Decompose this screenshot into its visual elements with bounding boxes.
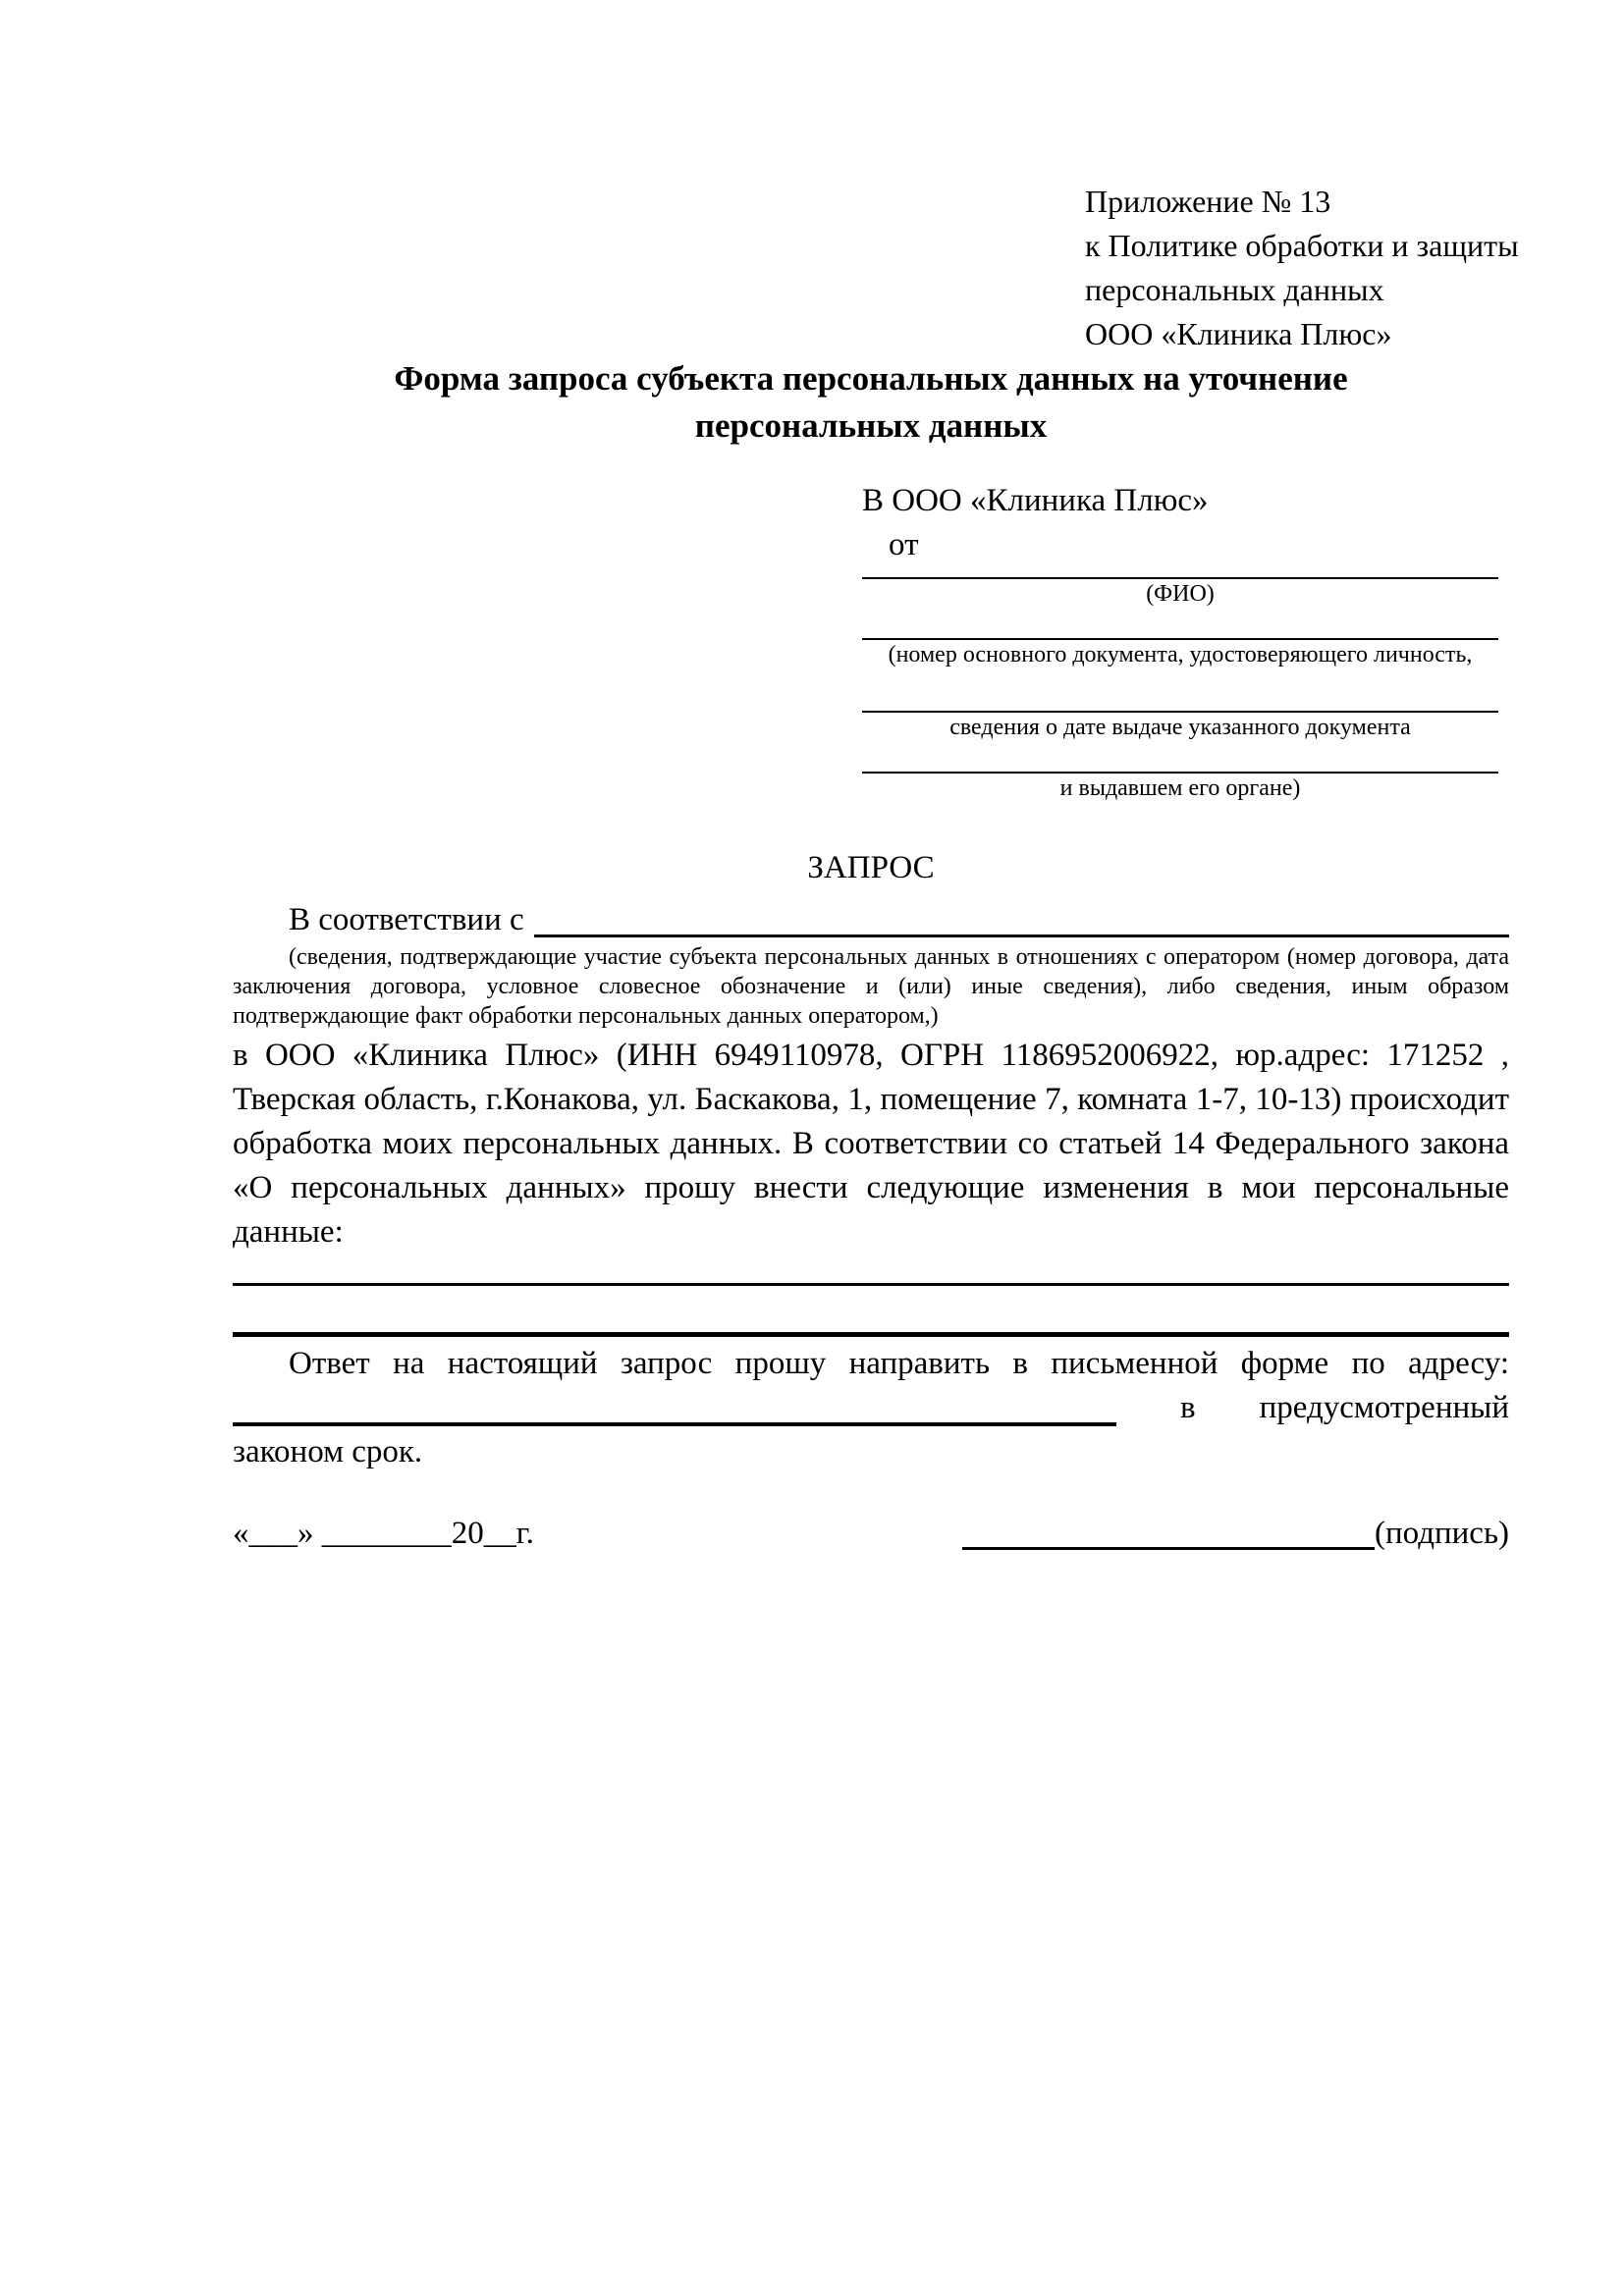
annex-number: Приложение № 13 (1085, 184, 1331, 219)
footnote-text: (сведения, подтверждающие участие субъекта персональных данных в отношениях с оператором (номер договора, дата заключения договора, условное словесное обозначение и (или) иные сведения), либо сведения, иным образом подтверждающие факт обработки персональных данных оператором,) (233, 944, 1509, 1029)
signature-blank-line (962, 1547, 1375, 1550)
document-number-field (862, 638, 1498, 669)
section-heading: ЗАПРОС (807, 850, 935, 885)
response-word-v: в (1180, 1390, 1196, 1425)
issuing-authority-field-caption: и выдавшем его органе) (1059, 775, 1301, 801)
response-end: законом срок. (233, 1434, 423, 1469)
changes-blank-line-1 (233, 1255, 1509, 1286)
addressee-to: В ООО «Клиника Плюс» (862, 483, 1209, 518)
annex-policy-line: к Политике обработки и защиты (1085, 228, 1519, 263)
accordance-blank-line (534, 934, 1509, 937)
fio-field-caption: (ФИО) (1146, 581, 1215, 607)
changes-blank-line-2 (233, 1286, 1509, 1337)
issue-date-field (862, 711, 1498, 742)
address-blank-line (233, 1422, 1116, 1426)
body-block (233, 898, 1509, 1556)
page-title: Форма запроса субъекта персональных данных на уточнение персональных данных (394, 359, 1348, 445)
signature-caption: (подпись) (1375, 1516, 1509, 1551)
fio-field (862, 577, 1498, 609)
annex-header (1085, 180, 1519, 356)
date-blank: «___» ________20__г. (233, 1516, 534, 1551)
accordance-row (233, 898, 1509, 942)
addressee-from-label: от (889, 527, 919, 562)
signature-group (962, 1512, 1509, 1556)
main-paragraph: в ООО «Клиника Плюс» (ИНН 6949110978, ОГРН 1186952006922, юр.адрес: 171252 , Тверская область, г.Конакова, ул. Баскакова, 1, помещение 7, комната 1-7, 10-13) происходит обработка моих персональных данных. В соответствии со статьей 14 Федерального закона «О персональных данных» прошу внести следующие изменения в мои персональные данные: (233, 1038, 1509, 1250)
address-row (233, 1386, 1509, 1430)
response-word-predusmotrenny: предусмотренный (1259, 1390, 1509, 1425)
issuing-authority-field (862, 772, 1498, 803)
annex-policy-line2: персональных данных (1085, 272, 1384, 307)
issue-date-field-caption: сведения о дате выдаче указанного документа (949, 715, 1411, 740)
addressee-block (862, 479, 1498, 803)
annex-company: ООО «Клиника Плюс» (1085, 316, 1392, 351)
document-number-field-caption: (номер основного документа, удостоверяющего личность, (888, 642, 1473, 667)
response-sentence: Ответ на настоящий запрос прошу направить в письменной форме по адресу: (289, 1346, 1509, 1381)
date-signature-row (233, 1512, 1509, 1556)
accordance-prefix: В соответствии с (289, 902, 524, 937)
